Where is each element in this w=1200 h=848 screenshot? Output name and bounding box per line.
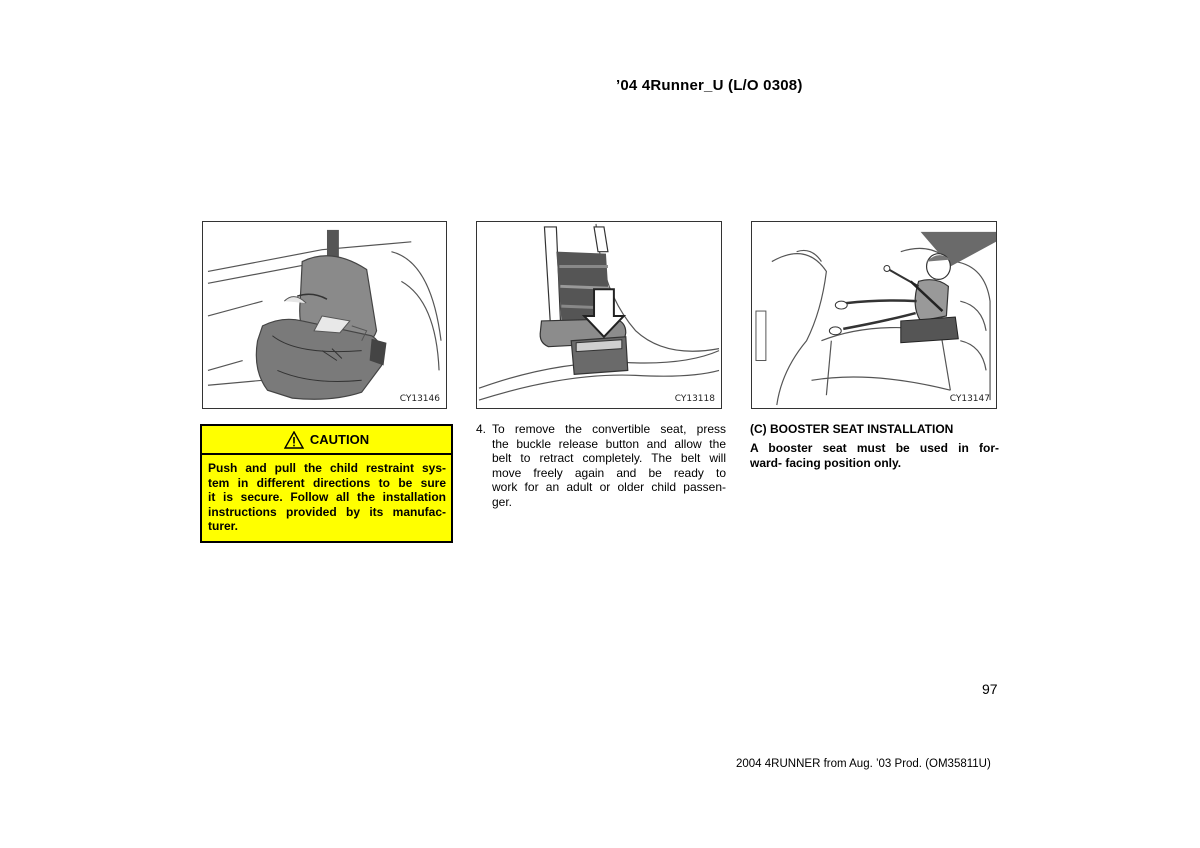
caution-box <box>200 424 453 543</box>
step-line: work for an adult or older child passen- <box>492 480 726 495</box>
seat-belt-buckle-illustration <box>477 222 721 408</box>
page-header-title: ’04 4Runner_U (L/O 0308) <box>616 77 803 94</box>
booster-line: ward- facing position only. <box>750 456 902 470</box>
step-body <box>492 422 726 510</box>
page-number: 97 <box>982 681 998 697</box>
caution-line: Push and pull the child restraint sys- <box>208 461 446 475</box>
caution-line: turer. <box>208 519 239 534</box>
figure-convertible-seat <box>202 221 447 409</box>
booster-seat-child-illustration <box>752 222 996 408</box>
step-line: the buckle release button and allow the <box>492 436 726 451</box>
figure-booster-seat <box>751 221 997 409</box>
step-line: To remove the convertible seat, press <box>492 422 726 436</box>
warning-triangle-icon <box>284 431 304 449</box>
booster-section-heading: (C) BOOSTER SEAT INSTALLATION <box>750 422 954 436</box>
page-footer: 2004 4RUNNER from Aug. ’03 Prod. (OM35811U) <box>736 758 991 770</box>
caution-line: instructions provided by its manufac- <box>208 504 446 519</box>
step-line: ger. <box>492 494 513 509</box>
step-line: belt to retract completely. The belt will <box>492 451 726 466</box>
caution-line: tem in different directions to be sure <box>208 475 446 490</box>
figure-code: CY13147 <box>949 394 990 404</box>
figure-code: CY13146 <box>399 394 440 404</box>
caution-title: CAUTION <box>309 432 370 447</box>
booster-section-text <box>750 441 999 471</box>
figure-seat-belt-buckle <box>476 221 722 409</box>
figure-code: CY13118 <box>674 394 715 404</box>
caution-text <box>202 455 451 534</box>
booster-line: A booster seat must be used in for- <box>750 441 999 455</box>
caution-header <box>202 426 451 455</box>
step-number: 4. <box>476 422 487 436</box>
step-line: move freely again and be ready to <box>492 465 726 480</box>
convertible-child-seat-illustration <box>203 222 446 408</box>
caution-line: it is secure. Follow all the installation <box>208 490 446 505</box>
